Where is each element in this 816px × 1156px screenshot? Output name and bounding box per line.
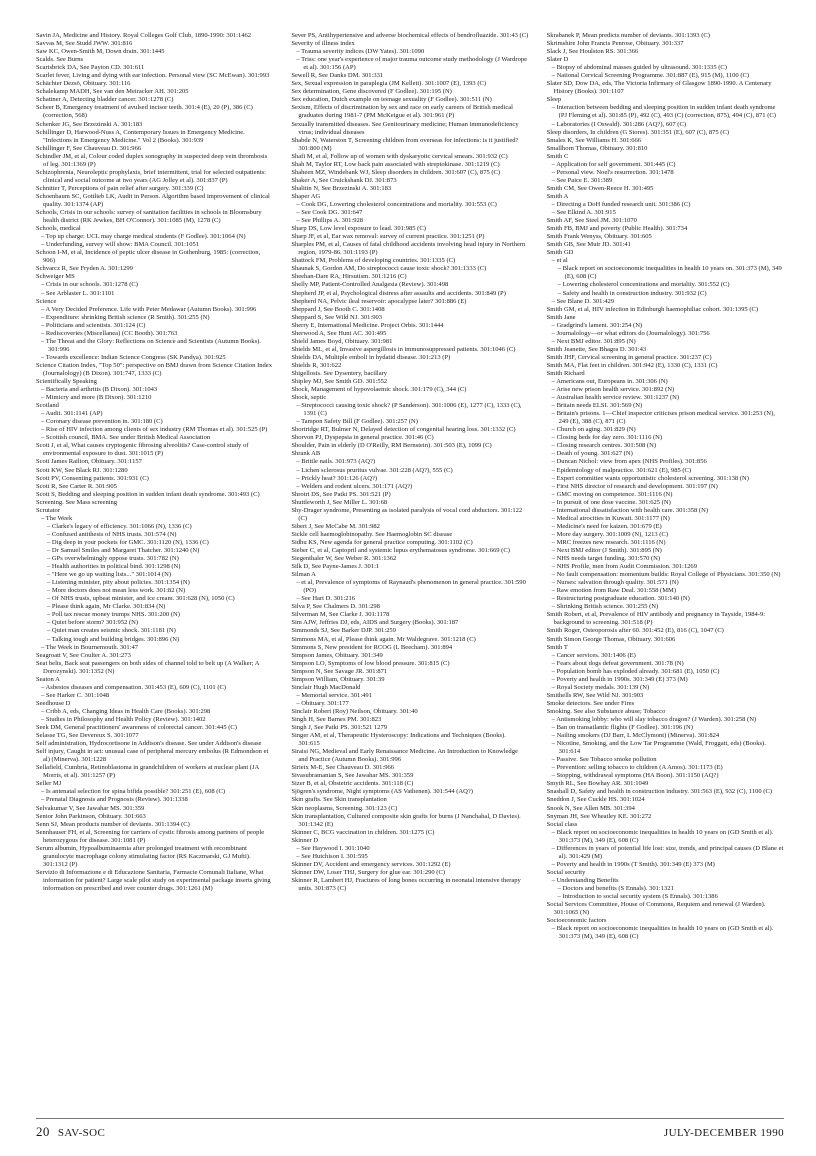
index-subentry: – et al, Prevalence of symptoms of Raynaud's phenomenon in general practice. 301:590 (PO) <box>296 579 526 595</box>
index-entry: Schoon I-M, et al, Incidence of peptic ulcer disease in Gothenburg, 1985: (correction, 906) <box>36 249 261 265</box>
index-entry: Shy-Drager syndrome, Presenting as isolated paralysis of vocal cord abductors. 301:122 (C) <box>291 506 523 522</box>
index-entry: Simpson William, Obituary. 301:39 <box>291 675 385 683</box>
index-subentry: – Talking tough and building bridges. 301:896 (N) <box>47 635 180 643</box>
index-entry: Silverman M, See Clarke J. 301:1178 <box>291 611 390 619</box>
index-entry: Sewell R, See Danks DM. 301:331 <box>291 72 384 80</box>
index-subentry: – Stopping, withdrawal symptoms (HA Boon). 301:1150 (AQ?) <box>551 772 719 780</box>
index-entry: Sleep <box>546 96 562 104</box>
index-entry: Slater D <box>546 56 569 64</box>
index-entry: Savvas M, See Studd JWW. 301:816 <box>36 40 133 48</box>
index-entry: Sneddon J, See Cuckle HS. 301:1024 <box>546 796 645 804</box>
index-entry: Saw KC, Owen-Smith M, Down drain. 301:1445 <box>36 48 165 56</box>
index-entry: Sim AJW, Jeffries DJ, eds, AIDS and Surgery (Books). 301:187 <box>291 619 459 627</box>
index-subentry: – Streptococci causing toxic shock? (P Sanderson). 301:1006 (E), 1277 (C), 1333 (C), 1391 (C) <box>296 402 522 418</box>
index-subentry: – Prickly heat? 301:126 (AQ?) <box>296 474 378 482</box>
index-entry: Simpson N, See Savage JR. 301:871 <box>291 667 388 675</box>
index-entry: Sex determination, Gene discovered (F Godlee). 301:195 (N) <box>291 88 452 96</box>
index-entry: Sinclair Robert (Roy) Neilson, Obituary. 301:40 <box>291 707 418 715</box>
index-subentry: – Safety and health in construction industry. 301:932 (C) <box>557 289 707 297</box>
index-entry: Smith Jeanette, See Bhagra D. 301:43 <box>546 345 647 353</box>
index-entry: Seaton A <box>36 675 60 683</box>
index-subentry: – See Harker C. 301:1048 <box>41 691 110 699</box>
index-subentry: – Nicotine, Smoking, and the Low Tar Programme (Wald, Froggatt, eds) (Books). 301:614 <box>551 740 766 756</box>
index-entry: Schillinger F, See Chauveau D. 301:966 <box>36 144 142 152</box>
index-entry: Smith MA, Flat feet in children. 301:942 (E), 1330 (C), 1331 (C) <box>546 361 718 369</box>
index-entry: Schools, Crisis in our schools: survey of sanitation facilities in schools in Bloomsbury health district (RK Jewkes, BH O'Connor). 301:1085 (M), 1278 (C) <box>36 209 262 225</box>
index-subentry: – Dig deep in your pockets for GMC. 301:1120 (N), 1336 (C) <box>47 538 209 546</box>
index-entry: Siegenthaler W, See Weber R. 301:1362 <box>291 555 397 563</box>
index-entry: Shock, Management of hypovolaemic shock. 301:179 (C), 344 (C) <box>291 386 467 394</box>
index-subentry: – Lichen sclerosus pruritus vulvae. 301:228 (AQ?), 555 (C) <box>296 466 453 474</box>
index-entry: Smith Jane <box>546 313 576 321</box>
index-entry: Shah M, Taylor RT, Low back pain associated with streptokinase. 301:1219 (C) <box>291 160 500 168</box>
index-entry: Smithells RW, See Wild NJ. 301:903 <box>546 691 644 699</box>
index-subentry: – Poverty and health in 1990s (T Smith). 301:349 (E) 373 (M) <box>551 860 715 868</box>
index-subentry: – Medicine's need for kaizen. 301:679 (E) <box>551 522 662 530</box>
index-entry: Smith A <box>546 192 569 200</box>
index-entry: Smith GB, See Muir JD. 301:41 <box>546 241 631 249</box>
index-entry: Silva P, See Chalmers D. 301:298 <box>291 603 380 611</box>
index-subentry: – Americans out, Europeans in. 301:306 (N) <box>551 378 668 386</box>
index-entry: Science Citation Index, "Top 50": perspective on BMJ drawn from Science Citation Index (Journalology) (B Dixon). 301:747, 1333 (C) <box>36 361 272 377</box>
index-subentry: – GPs overwhelmingly oppose trusts. 301:782 (N) <box>47 555 179 563</box>
index-entry: Skinner R, Lambert HJ, Fractures of long bones occurring in neonatal intensive therapy units. 301:873 (C) <box>291 876 521 892</box>
index-subentry: – More doctors does not mean less work. 301:82 (N) <box>47 587 186 595</box>
index-subentry: – Health authorities in political bind. 301:1298 (N) <box>47 563 181 571</box>
index-subentry: – Prenatal Diagnosis and Prognosis (Review). 301:1338 <box>41 796 188 804</box>
index-entry: Simpson James, Obituary. 301:349 <box>291 651 383 659</box>
index-entry: Silman A <box>291 571 316 579</box>
index-entry: Sheehan-Dare RA, Hirsutism. 301:1216 (C) <box>291 273 407 281</box>
index-entry: Scott KW, See Black RJ. 301:1280 <box>36 466 128 474</box>
index-entry: Shorvon PJ, Dyspepsia in general practice. 301:46 (C) <box>291 434 434 442</box>
index-entry: Smith T <box>546 643 568 651</box>
index-subentry: – Quiet before storm? 301:952 (N) <box>47 619 139 627</box>
index-subentry: – Underfunding, survey will show: BMA Council. 301:1051 <box>41 241 200 249</box>
index-subentry: – Obituary. 301:177 <box>296 699 349 707</box>
index-entry: Scientifically Speaking <box>36 378 97 386</box>
index-subentry: – Next BMJ editor (J Smith). 301:895 (N) <box>551 547 662 554</box>
index-subentry: – MRC freezes new research. 301:1116 (N) <box>551 538 666 546</box>
index-entry: Skin neoplasms, Screening. 301:123 (C) <box>291 804 398 812</box>
index-subentry: – See Phillips A. 301:928 <box>296 217 364 225</box>
index-entry: Smoking. See also Substance abuse; Tobacco <box>546 707 666 715</box>
index-subentry: – Journalology—or what editors do (Journalology). 301:756 <box>551 329 710 337</box>
index-entry: Skinner C, BCG vaccination in children. 301:1275 (C) <box>291 828 435 836</box>
index-subentry: – Scottish council, BMA. See under British Medical Association <box>41 434 211 442</box>
index-entry: Scarisbrick DA, See Payton CD. 301:611 <box>36 64 145 72</box>
index-subentry: – The Week <box>41 514 73 522</box>
index-entry: Sennhauser FH, et al, Screening for carriers of cystic fibrosis among partners of people heterozygous for disease. 301:1081 (P) <box>36 828 265 844</box>
index-subentry: – Lowering cholesterol concentrations and mortality. 301:552 (C) <box>557 281 730 289</box>
index-subentry: – International dissatisfaction with health care. 301:358 (N) <box>551 506 709 514</box>
index-subentry: – Black report on socioeconomic inequalities in health 10 years on. 301:373 (M), 349 (E), 608 (C) <box>557 265 782 281</box>
index-entry: Selvakumar V, See Jawahar MS. 301:359 <box>36 804 145 812</box>
index-entry: Sex education, Dutch example on teenage sexuality (F Godlee). 301:511 (N) <box>291 96 492 104</box>
index-entry: Schvarcz R, See Fryden A. 301:1299 <box>36 265 133 273</box>
index-entry: Shabde N, Waterston T, Screening children from overseas for infections: is it justified? 301:800 (M) <box>291 136 519 152</box>
index-subentry: – Asbestos diseases and compensation. 301:453 (E), 609 (C), 1101 (C) <box>41 683 227 691</box>
index-entry: Sharp JF, et al, Ear wax removal: survey of current practice. 301:1251 (P) <box>291 233 485 241</box>
index-entry: Smallhorn Thomas, Obituary. 301:810 <box>546 144 648 152</box>
index-subentry: – First NHS director of research and development. 301:197 (N) <box>551 482 718 490</box>
index-entry: Smith GM, et al, HIV infection in Edinburgh haemophiliac cohort. 301:1395 (C) <box>546 305 759 313</box>
index-entry: Shaker A, See Cruickshank DJ. 301:873 <box>291 176 397 184</box>
index-subentry: – Triss: one year's experience of major trauma outcome study methodology (J Wardrope et al). 301:156 (AP) <box>296 56 528 72</box>
index-entry: Selasse TG, See Devereux S. 301:1077 <box>36 732 139 740</box>
index-entry: Smith CM, See Owen-Reece H. 301:495 <box>546 184 654 192</box>
index-subentry: – Cancer services. 301:1406 (E) <box>551 651 636 659</box>
index-subentry: – See Paice E. 301:389 <box>551 176 613 184</box>
index-subentry: – Poverty and health in 1990s. 301:349 (E) 373 (M) <box>551 675 688 683</box>
index-entry: Shrotri DS, See Patki PS. 301:521 (P) <box>291 490 391 498</box>
index-entry: Singh J, See Patki PS. 301:521 1279 <box>291 724 387 732</box>
index-entry: Singer AM, et al, Therapeutic Hysteroscopy: Indications and Techniques (Books). 301:615 <box>291 732 506 748</box>
index-entry: Shaheen MZ, Windebank WJ, Sleep disorders in children. 301:607 (C), 875 (C) <box>291 168 501 176</box>
index-subentry: – Cribb A, eds, Changing Ideas in Health Care (Books). 301:298 <box>41 707 211 715</box>
index-subentry: – Rediscoveries (Miscellanea) (CC Booth). 301:763 <box>41 329 178 337</box>
index-entry: Shafi M, et al, Follow up of women with dyskaryotic cervical smears. 301:932 (C) <box>291 152 508 160</box>
index-entry: Servizio di Informazione e di Educazione Sanitaria, Farmacie Comunali Italiane, What information for patient? Large scale pilot study on experimental package inserts giving information on prescribed and over counter drugs. 301:1261 (M) <box>36 868 271 892</box>
index-subentry: – Clarke's legacy of efficiency. 301:1066 (N), 1336 (C) <box>47 522 192 530</box>
index-subentry: – Introduction to social security system (S Ennals). 301:1386 <box>557 893 718 901</box>
index-subentry: – Epidemiology of malpractice. 301:621 (E), 985 (C) <box>551 466 692 474</box>
index-subentry: – Expenditure: shrinking British science (R Smith). 301:255 (N) <box>41 313 210 321</box>
index-entry: Sherwood A, See Hunt AC. 301:495 <box>291 329 387 337</box>
index-subentry: – Closing beds for day zero. 301:1116 (N) <box>551 434 663 442</box>
index-subentry: – Is antenatal selection for spina bifida possible? 301:251 (E), 608 (C) <box>41 788 225 796</box>
index-entry: Schattner A, Detecting bladder cancer. 301:1278 (C) <box>36 96 174 104</box>
index-entry: Sheppard S, See Wild NJ. 301:903 <box>291 313 383 321</box>
index-subentry: – Black report on socioeconomic inequalities in health 10 years on (GD Smith et al). 301:373 (M), 349 (E), 608 (C) <box>551 925 774 941</box>
index-subentry: – Personal view. Noel's resurrection. 301:1478 <box>551 168 674 176</box>
page-footer <box>36 1124 784 1140</box>
index-entry: Senior John Parkinson, Obituary. 301:663 <box>36 812 146 820</box>
index-entry: Shaper AG <box>291 192 321 200</box>
index-entry: Sharples PM, et al, Causes of fatal childhood accidents involving head injury in Northern region, 1979-86. 301:1193 (P) <box>291 241 526 257</box>
index-subentry: – Arise new prison health service. 301:892 (N) <box>551 386 675 394</box>
index-entry: Seedhouse D <box>36 699 71 707</box>
index-entry: Smith GD <box>546 249 574 257</box>
issue-date: JULY-DECEMBER 1990 <box>663 1127 784 1139</box>
index-entry: Schindler JM, et al, Colour coded duplex sonography in suspected deep vein thrombosis of leg. 301:1369 (P) <box>36 152 268 168</box>
index-entry: Social class <box>546 820 578 828</box>
index-range: SAV-SOC <box>57 1127 106 1139</box>
index-entry: Smith Frank Wenyss, Obituary. 301:605 <box>546 233 652 241</box>
index-entry: Smith AF, See Steel JM. 301:1070 <box>546 217 637 225</box>
index-subentry: – Gradgrind's lament. 301:254 (N) <box>551 321 643 329</box>
index-entry: Sidhu KS, New agenda for general practice computing. 301:1102 (C) <box>291 538 473 546</box>
index-entry: Schillinger D, Harwood-Nuss A, Contemporary Issues in Emergency Medicine. "Infections in Emergency Medicine." Vol 2 (Books). 301:939 <box>36 128 245 144</box>
index-subentry: – Differences in years of potential life lost: size, trends, and principal causes (D Blane et al). 301:429 (M) <box>551 844 784 860</box>
index-subentry: – Expert committee wants opportunistic cholesterol screening. 301:138 (N) <box>551 474 749 482</box>
index-subentry: – Brittle nails. 301:973 (AQ?) <box>296 458 376 466</box>
index-entry: Skin transplantation, Cultured composite skin grafts for burns (J Nanchahal, D Davies). 301:1342 (E) <box>291 812 521 828</box>
index-entry: Schools, medical <box>36 225 81 233</box>
index-entry: Shuttleworth J, See Miller L. 301:68 <box>291 498 388 506</box>
index-column-right <box>547 32 784 1114</box>
index-entry: Scott J, et al, What causes cryptogenic fibrosing alveolitis? Case-control study of environmental exposure to dust. 301:1015 (P) <box>36 442 249 458</box>
index-entry: Sexism, Effects of discrimination by sex and race on early careers of British medical graduates during 1981-7 (PM McKeigue et al). 301:961 (P) <box>291 104 514 120</box>
index-entry: Snashall D, Safety and health in construction industry. 301:563 (E), 932 (C), 1100 (C) <box>546 788 773 796</box>
index-entry: Sharp DS, Low level exposure to lead. 301:985 (C) <box>291 225 426 233</box>
index-subentry: – Next BMJ editor. 301:895 (N) <box>551 337 636 345</box>
index-subentry: – A Very Decided Preference. Life with Peter Medawar (Autumn Books). 301:996 <box>41 305 257 313</box>
index-subentry: – Antismoking lobby: who will slay tobacco dragon? (J Warden). 301:258 (N) <box>551 715 757 723</box>
index-subentry: – Coronary disease prevention in. 301:180 (C) <box>41 418 163 426</box>
index-subentry: – The Week in Bournemouth. 301:47 <box>41 643 139 651</box>
index-subentry: – Cook DG, Lowering cholesterol concentrations and mortality. 301:553 (C) <box>296 200 497 208</box>
index-entry: Smyth RL, See Bowhay AR. 301:1049 <box>546 780 649 788</box>
index-entry: Silk D, See Payne-James J. 301:1 <box>291 563 380 571</box>
index-entry: Shock, septic <box>291 394 327 402</box>
index-entry: Simmons MA, et al, Please think again. Mr Waldegrave. 301:1218 (C) <box>291 635 476 643</box>
index-entry: Shields ML, et al, Invasive aspergillosis in immunosuppressed patients. 301:1046 (C) <box>291 345 516 353</box>
index-entry: Skin grafts. See Skin transplantation <box>291 796 387 804</box>
index-entry: Sinclair Hugh MacDonald <box>291 683 361 691</box>
index-entry: Science <box>36 297 57 305</box>
index-entry: Siraisi NG, Medieval and Early Renaissance Medicine. An Introduction to Knowledge and Practice (Autumn Books). 301:996 <box>291 748 518 764</box>
index-subentry: – Of NHS trusts, upbeat minister, and ice cream. 301:628 (N), 1050 (C) <box>47 595 235 603</box>
index-entry: Shields DA, Multiple emboli in hydatid disease. 301:213 (P) <box>291 353 451 361</box>
index-entry: Seagroatt V, See Coulter A. 301:273 <box>36 651 131 659</box>
index-subentry: – Bacteria and arthritis (B Dixon). 301:1043 <box>41 386 158 394</box>
index-entry: Smith FB, BMJ and poverty (Public Health). 301:734 <box>546 225 688 233</box>
index-subentry: – Application for self government. 301:445 (C) <box>551 160 676 168</box>
index-entry: Skrabanek P, Mean predicts number of deviants. 301:1393 (C) <box>546 32 710 39</box>
index-entry: Sivasubramanian S, See Jawahar MS. 301:359 <box>291 772 414 780</box>
index-subentry: – Ban on transatlantic flights (F Godlee). 301:196 (N) <box>551 724 693 732</box>
index-entry: Schweiger MS <box>36 273 75 281</box>
index-entry: Scott R, See Carter R. 301:905 <box>36 482 117 490</box>
index-subentry: – More day surgery. 301:1009 (N), 1213 (C) <box>551 530 669 538</box>
index-subentry: – Royal Society medals. 301:139 (N) <box>551 683 650 691</box>
index-entry: Smith Richard <box>546 369 585 377</box>
index-entry: Sex, Sexual expression in paraplegia (JM Kellett). 301:1007 (E), 1393 (C) <box>291 80 487 88</box>
index-entry: Social Services Committee, House of Commons, Requiem and renewal (J Warden). 301:1065 (N) <box>546 901 766 917</box>
page-number: 20 <box>36 1124 50 1139</box>
index-entry: Shalitin N, See Brzezinski A. 301:183 <box>291 184 392 192</box>
index-entry: Skinner D <box>291 836 319 844</box>
index-entry: Smith C <box>546 152 569 160</box>
index-subentry: – Fears about dogs defeat government. 301:78 (N) <box>551 659 684 667</box>
index-entry: Seek DM, General practitioners' awareness of colorectal cancer. 301:445 (C) <box>36 724 237 732</box>
index-entry: Sickle cell haemoglobinopathy. See Haemoglobin SC disease <box>291 530 453 538</box>
index-subentry: – Duncan Nichol: view from apex (NHS Profiles). 301:856 <box>551 458 707 466</box>
index-subentry: – Please think again, Mr Clarke. 301:834 (N) <box>47 603 166 611</box>
index-subentry: – Britain's prisons. 1—Chief inspector criticises prison medical service. 301:253 (N), 249 (E), 388 (C), 871 (C) <box>551 410 775 426</box>
index-entry: Sherry E, International Medicine. Project Orbis. 301:1444 <box>291 321 444 329</box>
index-subentry: – Restructuring postgraduate education. 301:140 (N) <box>551 595 690 603</box>
index-subentry: – Doctors and benefits (S Ennals). 301:1321 <box>557 884 674 892</box>
index-subentry: – See Elkind A. 301:915 <box>551 209 616 217</box>
index-entry: Simmonds SJ, See Barker DJP. 301:259 <box>291 627 396 635</box>
index-subentry: – Raw emotion from Raw Deal. 301:558 (MM) <box>551 587 677 595</box>
index-entry: Sexually transmitted diseases. See Genitourinary medicine; Human immunodeficiency virus; individual diseases <box>291 120 519 136</box>
index-entry: Shaunak S, Gordon AM, Do streptococci cause toxic shock? 301:1333 (C) <box>291 265 487 273</box>
index-entry: Simmons S, New president for RCOG (L Beecham). 301:894 <box>291 643 453 651</box>
footer-rule <box>36 1118 784 1119</box>
index-subentry: – See Hart D. 301:216 <box>296 595 356 603</box>
index-entry: Sieber C, et al, Captopril and systemic lupus erythematosus syndrome. 301:669 (C) <box>291 547 510 554</box>
index-entry: Smales K, See Williams H. 301:666 <box>546 136 642 144</box>
index-subentry: – National Cervical Screening Programme. 301:887 (E), 915 (M), 1100 (C) <box>551 72 750 80</box>
index-subentry: – Listening minister, pity about policies. 301:1354 (N) <box>47 579 190 587</box>
index-entry: Sjögren's syndrome, Night symptoms (AS Vathenen). 301:544 (AQ?) <box>291 788 473 796</box>
index-subentry: – The Threat and the Glory: Reflections on Science and Scientists (Autumn Books). 301:996 <box>41 337 261 353</box>
index-entry: Smith Roger, Osteoporosis after 60. 301:452 (E), 816 (C), 1047 (C) <box>546 627 724 635</box>
index-subentry: – Black report on socioeconomic inequalities in health 10 years on (GD Smith et al). 301:373 (M), 349 (E), 608 (C) <box>551 828 774 844</box>
index-subentry: – Shrinking British science. 301:255 (N) <box>551 603 659 611</box>
index-subentry: – Top up charge: UCL may charge medical students (F Godlee). 301:1064 (N) <box>41 233 246 241</box>
index-entry: Seller MJ <box>36 780 62 788</box>
index-entry: Socioeconomic factors <box>546 917 607 925</box>
index-subentry: – Dr Samuel Smiles and Margaret Thatcher. 301:1240 (N) <box>47 547 200 554</box>
index-subentry: – Tampon Safety Bill (F Godlee). 301:257 (N) <box>296 418 418 426</box>
index-entry: Sheppard J, See Booth C. 301:1408 <box>291 305 385 313</box>
index-subentry: – In pursuit of one dose vaccine. 301:625 (N) <box>551 498 671 506</box>
index-subentry: – Death of young. 301:627 (N) <box>551 450 633 458</box>
index-entry: Scheer B, Emergency treatment of avulsed incisor teeth. 301:4 (E), 20 (P), 386 (C) (correction, 568) <box>36 104 253 120</box>
index-entry: Schalekamp MADH, See van den Meiracker AH. 301:205 <box>36 88 189 96</box>
index-subentry: – Britain needs ELSI. 301:569 (N) <box>551 402 643 410</box>
index-entry: Snyman JH, See Wheatley KE. 301:272 <box>546 812 652 820</box>
index-entry: Smith Simon George Thomas, Obituary. 301:606 <box>546 635 676 643</box>
index-subentry: – Poll tax rescue money trumps NHS. 301:200 (N) <box>47 611 180 619</box>
index-subentry: – See Haywood I. 301:1040 <box>296 844 370 852</box>
index-entry: Severity of illness index <box>291 40 355 48</box>
index-entry: Shrank AB <box>291 450 321 458</box>
index-columns <box>36 32 784 1114</box>
index-entry: Scott PV, Consenting patients. 301:931 (C) <box>36 474 149 482</box>
index-entry: Self injury, Caught in act: unusual case of peripheral mercury embolus (R Edmondson et al) (Minerva). 301:1228 <box>36 748 269 764</box>
index-entry: Shipley MJ, See Smith GD. 301:552 <box>291 378 388 386</box>
index-entry: Smoke detectors. See under Fires <box>546 699 635 707</box>
index-entry: Senn SJ, Mean products number of deviants. 301:1394 (C) <box>36 820 190 828</box>
index-subentry: – Directing a DoH funded research unit. 301:386 (C) <box>551 200 691 208</box>
index-entry: Savin JA, Medicine and History. Royal Colleges Golf Club, 1890-1990: 301:1462 <box>36 32 252 39</box>
index-subentry: – See Arblaster L. 301:1101 <box>41 289 115 297</box>
index-entry: Scott S, Bedding and sleeping position in sudden infant death syndrome. 301:493 (C) <box>36 490 260 498</box>
index-subentry: – Biopsy of abdominal masses guided by ultrasound. 301:1335 (C) <box>551 64 727 72</box>
index-entry: Simpson LO, Symptoms of low blood pressure. 301:815 (C) <box>291 659 450 667</box>
index-subentry: – Memorial service. 301:491 <box>296 691 372 699</box>
index-subentry: – Crisis in our schools. 301:1278 (C) <box>41 281 138 289</box>
index-subentry: – Australian health service review. 301:1237 (N) <box>551 394 680 402</box>
index-entry: Sizer B, et al, Obstetric accidents. 301:118 (C) <box>291 780 414 788</box>
index-entry: Sellafield, Cumbria, Retinoblastoma in grandchildren of workers at nuclear plant (JA Morris, et al). 301:1257 (P) <box>36 764 259 780</box>
index-entry: Smith Robert, et al, Prevalence of HIV antibody and pregnancy in Tayside, 1984-9: background to screening. 301:518 (P) <box>546 611 766 627</box>
index-entry: Screening. See Mass screening <box>36 498 118 506</box>
index-subentry: – Nailing smokers (DJ Barr, L McClymont) (Minerva). 301:824 <box>551 732 720 740</box>
index-entry: Seat belts, Back seat passengers on both sides of channel told to belt up (A Walker; A Dorozynski). 301:1352 (N) <box>36 659 260 675</box>
index-entry: Smith JHF, Cervical screening in general practice. 301:237 (C) <box>546 353 712 361</box>
index-subentry: – Audit. 301:1141 (AP) <box>41 410 103 418</box>
index-subentry: – Towards excellence: Indian Science Congress (SK Pandya). 301:925 <box>41 353 226 361</box>
index-subentry: – Rise of HIV infection among clients of sex industry (RM Thomas et al). 301:525 (P) <box>41 426 268 434</box>
index-subentry: – NHS needs target funding. 301:570 (N) <box>551 555 661 563</box>
index-entry: Shattock FM, Problems of developing countries. 301:1335 (C) <box>291 257 456 265</box>
index-entry: Schizophrenia, Neuroleptic prophylaxis, brief intermittent, trial for selected outpatients: clinical and social outcome at two years (AG Jolley et al). 301:837 (P) <box>36 168 266 184</box>
index-entry: Social security <box>546 868 586 876</box>
index-subentry: – Understanding Benefits <box>551 876 619 884</box>
index-subentry: – See Blane D. 301:429 <box>551 297 615 305</box>
index-entry: Skrimshire John Francis Penrose, Obituary. 301:337 <box>546 40 684 48</box>
index-entry: Scalds. See Burns <box>36 56 84 64</box>
index-entry: Skinner DW, Loser THJ, Surgery for glue ear. 301:290 (C) <box>291 868 446 876</box>
index-subentry: – GMC moving on competence. 301:1116 (N) <box>551 490 673 498</box>
index-entry: Schnitter T, Perceptions of pain relief after surgery. 301:339 (C) <box>36 184 204 192</box>
index-entry: Schoenbaum SC, Gottlieb LK, Audit in Person. Algorithm based improvement of clinical quality. 301:1374 (AP) <box>36 192 270 208</box>
index-subentry: – See Hutchison I. 301:595 <box>296 852 368 860</box>
index-entry: Shelly MP, Patient-Controlled Analgesia (Review). 301:498 <box>291 281 449 289</box>
index-subentry: – Trauma severity indices (DW Yates). 301:1090 <box>296 48 425 56</box>
index-entry: Shigellosis. See Dysentery, bacillary <box>291 369 388 377</box>
index-entry: Scott James Railton, Obituary. 301:1157 <box>36 458 142 466</box>
index-entry: Sibert J, See McCabe M. 301:982 <box>291 522 380 530</box>
index-subentry: – Confused antithesis of NHS trusts. 301:574 (N) <box>47 530 177 538</box>
index-subentry: – Medical atrocities in Kuwait. 301:1177 (N) <box>551 514 670 522</box>
index-subentry: – NHS Profile, men from Audit Commission. 301:1269 <box>551 563 697 571</box>
index-subentry: – Politicians and scientists. 301:124 (C) <box>41 321 146 329</box>
index-entry: Shields R, 301:622 <box>291 361 342 369</box>
index-entry: Shoulder, Pain in elderly (D O'Reilly, RM Bernstein). 301:503 (E), 1099 (C) <box>291 442 492 450</box>
index-entry: Scotland <box>36 402 59 410</box>
index-entry: Snook N, See Allen MB. 301:394 <box>546 804 635 812</box>
index-entry: Shepherd JP, et al, Psychological distress after assaults and accidents. 301:849 (P) <box>291 289 506 297</box>
index-subentry: – Welders and rodent ulcers. 301:171 (AQ?) <box>296 482 413 490</box>
index-entry: Sirieix M-E, See Chauveau D. 301:966 <box>291 764 395 772</box>
index-entry: Self administration, Hydrocortisone in Addison's disease. See under Addison's disease <box>36 740 262 748</box>
index-entry: Slack J, See Houlston RS. 301:366 <box>546 48 639 56</box>
index-subentry: – et al <box>551 257 568 265</box>
index-subentry: – Quiet man creates seismic shock. 301:1181 (N) <box>47 627 176 635</box>
index-entry: Scrutator <box>36 506 60 514</box>
index-subentry: – Passive. See Tobacco smoke pollution <box>551 756 657 764</box>
index-subentry: – Church on aging. 301:829 (N) <box>551 426 636 434</box>
index-entry: Sleep disorders, In children (G Stores). 301:351 (E), 607 (C), 875 (C) <box>546 128 730 136</box>
index-entry: Shield James Boyd, Obituary. 301:981 <box>291 337 393 345</box>
index-subentry: – Mimicry and more (B Dixon). 301:1210 <box>41 394 152 402</box>
index-entry: Shepherd NA, Pelvic ileal reservoir: apocalypse later? 301:886 (E) <box>291 297 467 305</box>
index-column-left <box>36 32 273 1114</box>
index-subentry: – Interaction between bedding and sleeping position in sudden infant death syndrome (PJ Fleming et al). 301:85 (P), 492 (C), 493 (C) (correction, 875), 494 (C), 871 (C) <box>551 104 776 120</box>
index-entry: Schenker JG, See Brzezinski A. 301:183 <box>36 120 143 128</box>
index-entry: Skinner DV, Accident and emergency services. 301:1292 (E) <box>291 860 451 868</box>
index-entry: Shortridge RT, Bulmer N, Delayed detection of congenital hearing loss. 301:1332 (C) <box>291 426 516 434</box>
index-entry: Scarlet fever, Living and dying with ear infection. Personal view (SC McEwan). 301:993 <box>36 72 270 80</box>
index-subentry: – Closing research centres. 301:508 (N) <box>551 442 657 450</box>
index-entry: Sever PS, Antihypertensive and adverse biochemical effects of bendrofluazide. 301:43 (C) <box>291 32 529 39</box>
index-subentry: – Nurses: salvation through quality. 301:571 (N) <box>551 579 679 587</box>
index-subentry: – Population bomb has exploded already. 301:681 (E), 1050 (C) <box>551 667 720 675</box>
index-subentry: – No fault compensation: momentum builds: Royal College of Physicians. 301:350 (N) <box>551 571 781 579</box>
index-subentry: – Prevention: selling tobacco to children (A Amos). 301:1173 (E) <box>551 764 723 772</box>
index-column-middle <box>291 32 528 1114</box>
index-subentry: – See Cook DG. 301:647 <box>296 209 363 217</box>
index-subentry: – Laboratories (I Oswald). 301:286 (AQ?), 607 (C) <box>551 120 687 128</box>
index-entry: Slater SD, Dow DA, eds, The Victoria Infirmary of Glasgow 1890-1990. A Centenary History (Books). 301:1107 <box>546 80 772 96</box>
index-subentry: – "Here we go up waiting lists..." 301:1014 (N) <box>47 571 172 579</box>
index-entry: Serum albumin, Hypoalbuminaemia after prolonged treatment with recombinant granulocyte macrophage colony stimulating factor (RS Kaczmarski, GJ Mufti). 301:1312 (P) <box>36 844 251 868</box>
index-entry: Singh H, See Barnes PM. 301:823 <box>291 715 382 723</box>
index-subentry: – Studies in Philosophy and Health Policy (Review). 301:1402 <box>41 715 206 723</box>
index-entry: Schächter Dezsö, Obituary. 301:116 <box>36 80 131 88</box>
